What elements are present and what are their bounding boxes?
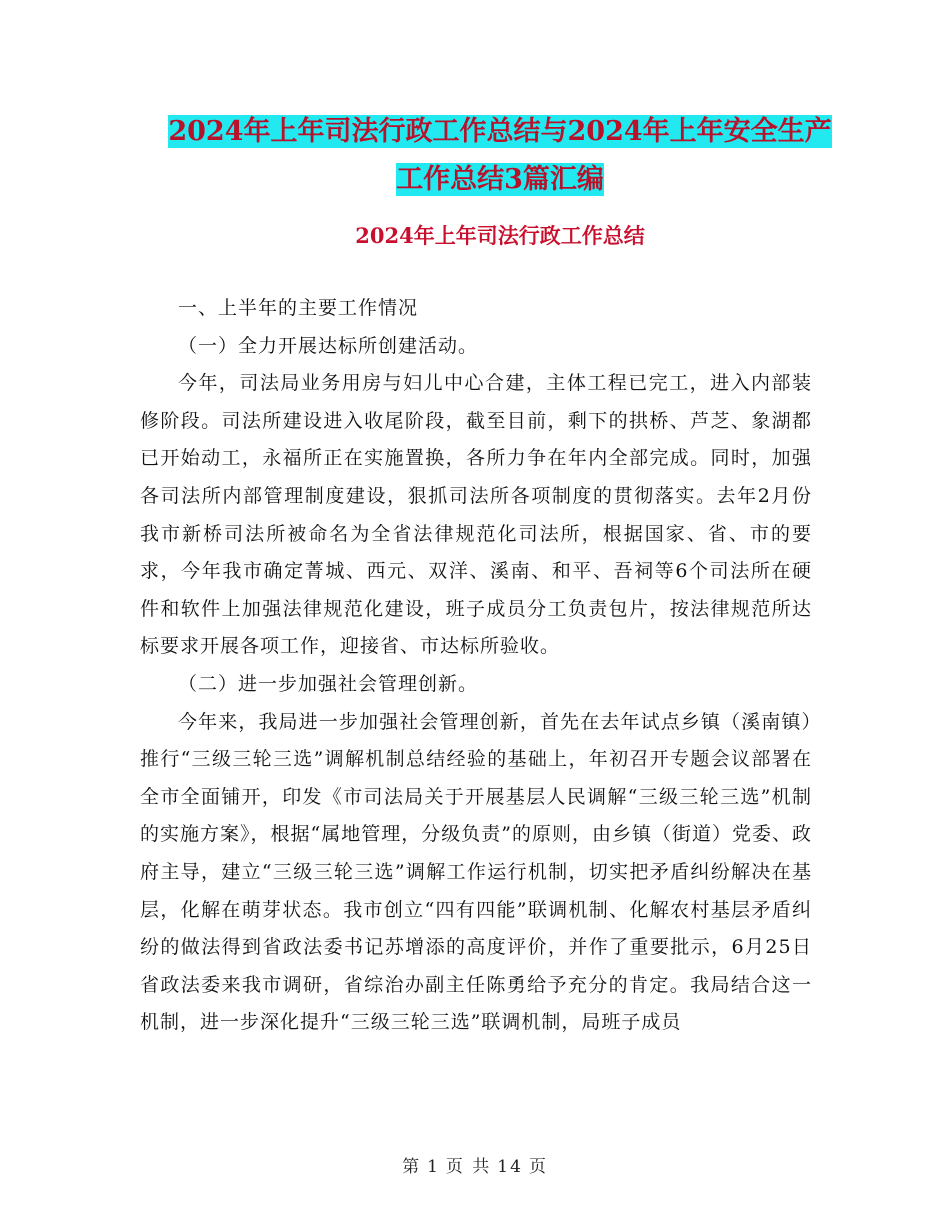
page-footer [0, 1152, 950, 1177]
page-total: 14 [497, 1157, 523, 1177]
footer-prefix: 第 [402, 1157, 422, 1177]
heading-section-1: （一）全力开展达标所创建活动。 [178, 334, 479, 357]
heading-main-work: 一、上半年的主要工作情况 [178, 297, 419, 319]
section-title: 2024年上年司法行政工作总结 [355, 223, 645, 248]
footer-mid: 页 共 [445, 1157, 492, 1177]
page-number: 1 [427, 1157, 440, 1177]
body-paragraph: 今年，司法局业务用房与妇儿中心合建，主体工程已完工，进入内部装修阶段。司法所建设进入收尾阶段，截至目前，剩下的拱桥、芦芝、象湖都已开始动工，永福所正在实施置换，各所力争在年内全部完成。同时，加强各司法所内部管理制度建设，狠抓司法所各项制度的贯彻落实。去年2月份我市新桥司法所被命名为全省法律规范化司法所，根据国家、省、市的要求，今年我市确定菁城、西元、双洋、溪南、和平、吾祠等6个司法所在硬件和软件上加强法律规范化建设，班子成员分工负责包片，按法律规范所达标要求开展各项工作，迎接省、市达标所验收。 [140, 372, 812, 658]
document-title [140, 108, 860, 204]
body-paragraph: 今年来，我局进一步加强社会管理创新，首先在去年试点乡镇（溪南镇）推行“三级三轮三选”调解机制总结经验的基础上，年初召开专题会议部署在全市全面铺开，印发《市司法局关于开展基层人民调解“三级三轮三选”机制的实施方案》，根据“属地管理，分级负责”的原则，由乡镇（街道）党委、政府主导，建立“三级三轮三选”调解工作运行机制，切实把矛盾纠纷解决在基层，化解在萌芽状态。我市创立“四有四能”联调机制、化解农村基层矛盾纠纷的做法得到省政法委书记苏增添的高度评价，并作了重要批示，6月25日省政法委来我市调研，省综治办副主任陈勇给予充分的肯定。我局结合这一机制，进一步深化提升“三级三轮三选”联调机制，局班子成员 [140, 710, 812, 1034]
footer-suffix: 页 [528, 1157, 548, 1177]
title-line-2: 工作总结3篇汇编 [396, 164, 604, 195]
title-line-1: 2024年上年司法行政工作总结与2024年上年安全生产 [168, 116, 832, 147]
document-body [140, 290, 812, 1042]
heading-section-2: （二）进一步加强社会管理创新。 [178, 672, 479, 695]
